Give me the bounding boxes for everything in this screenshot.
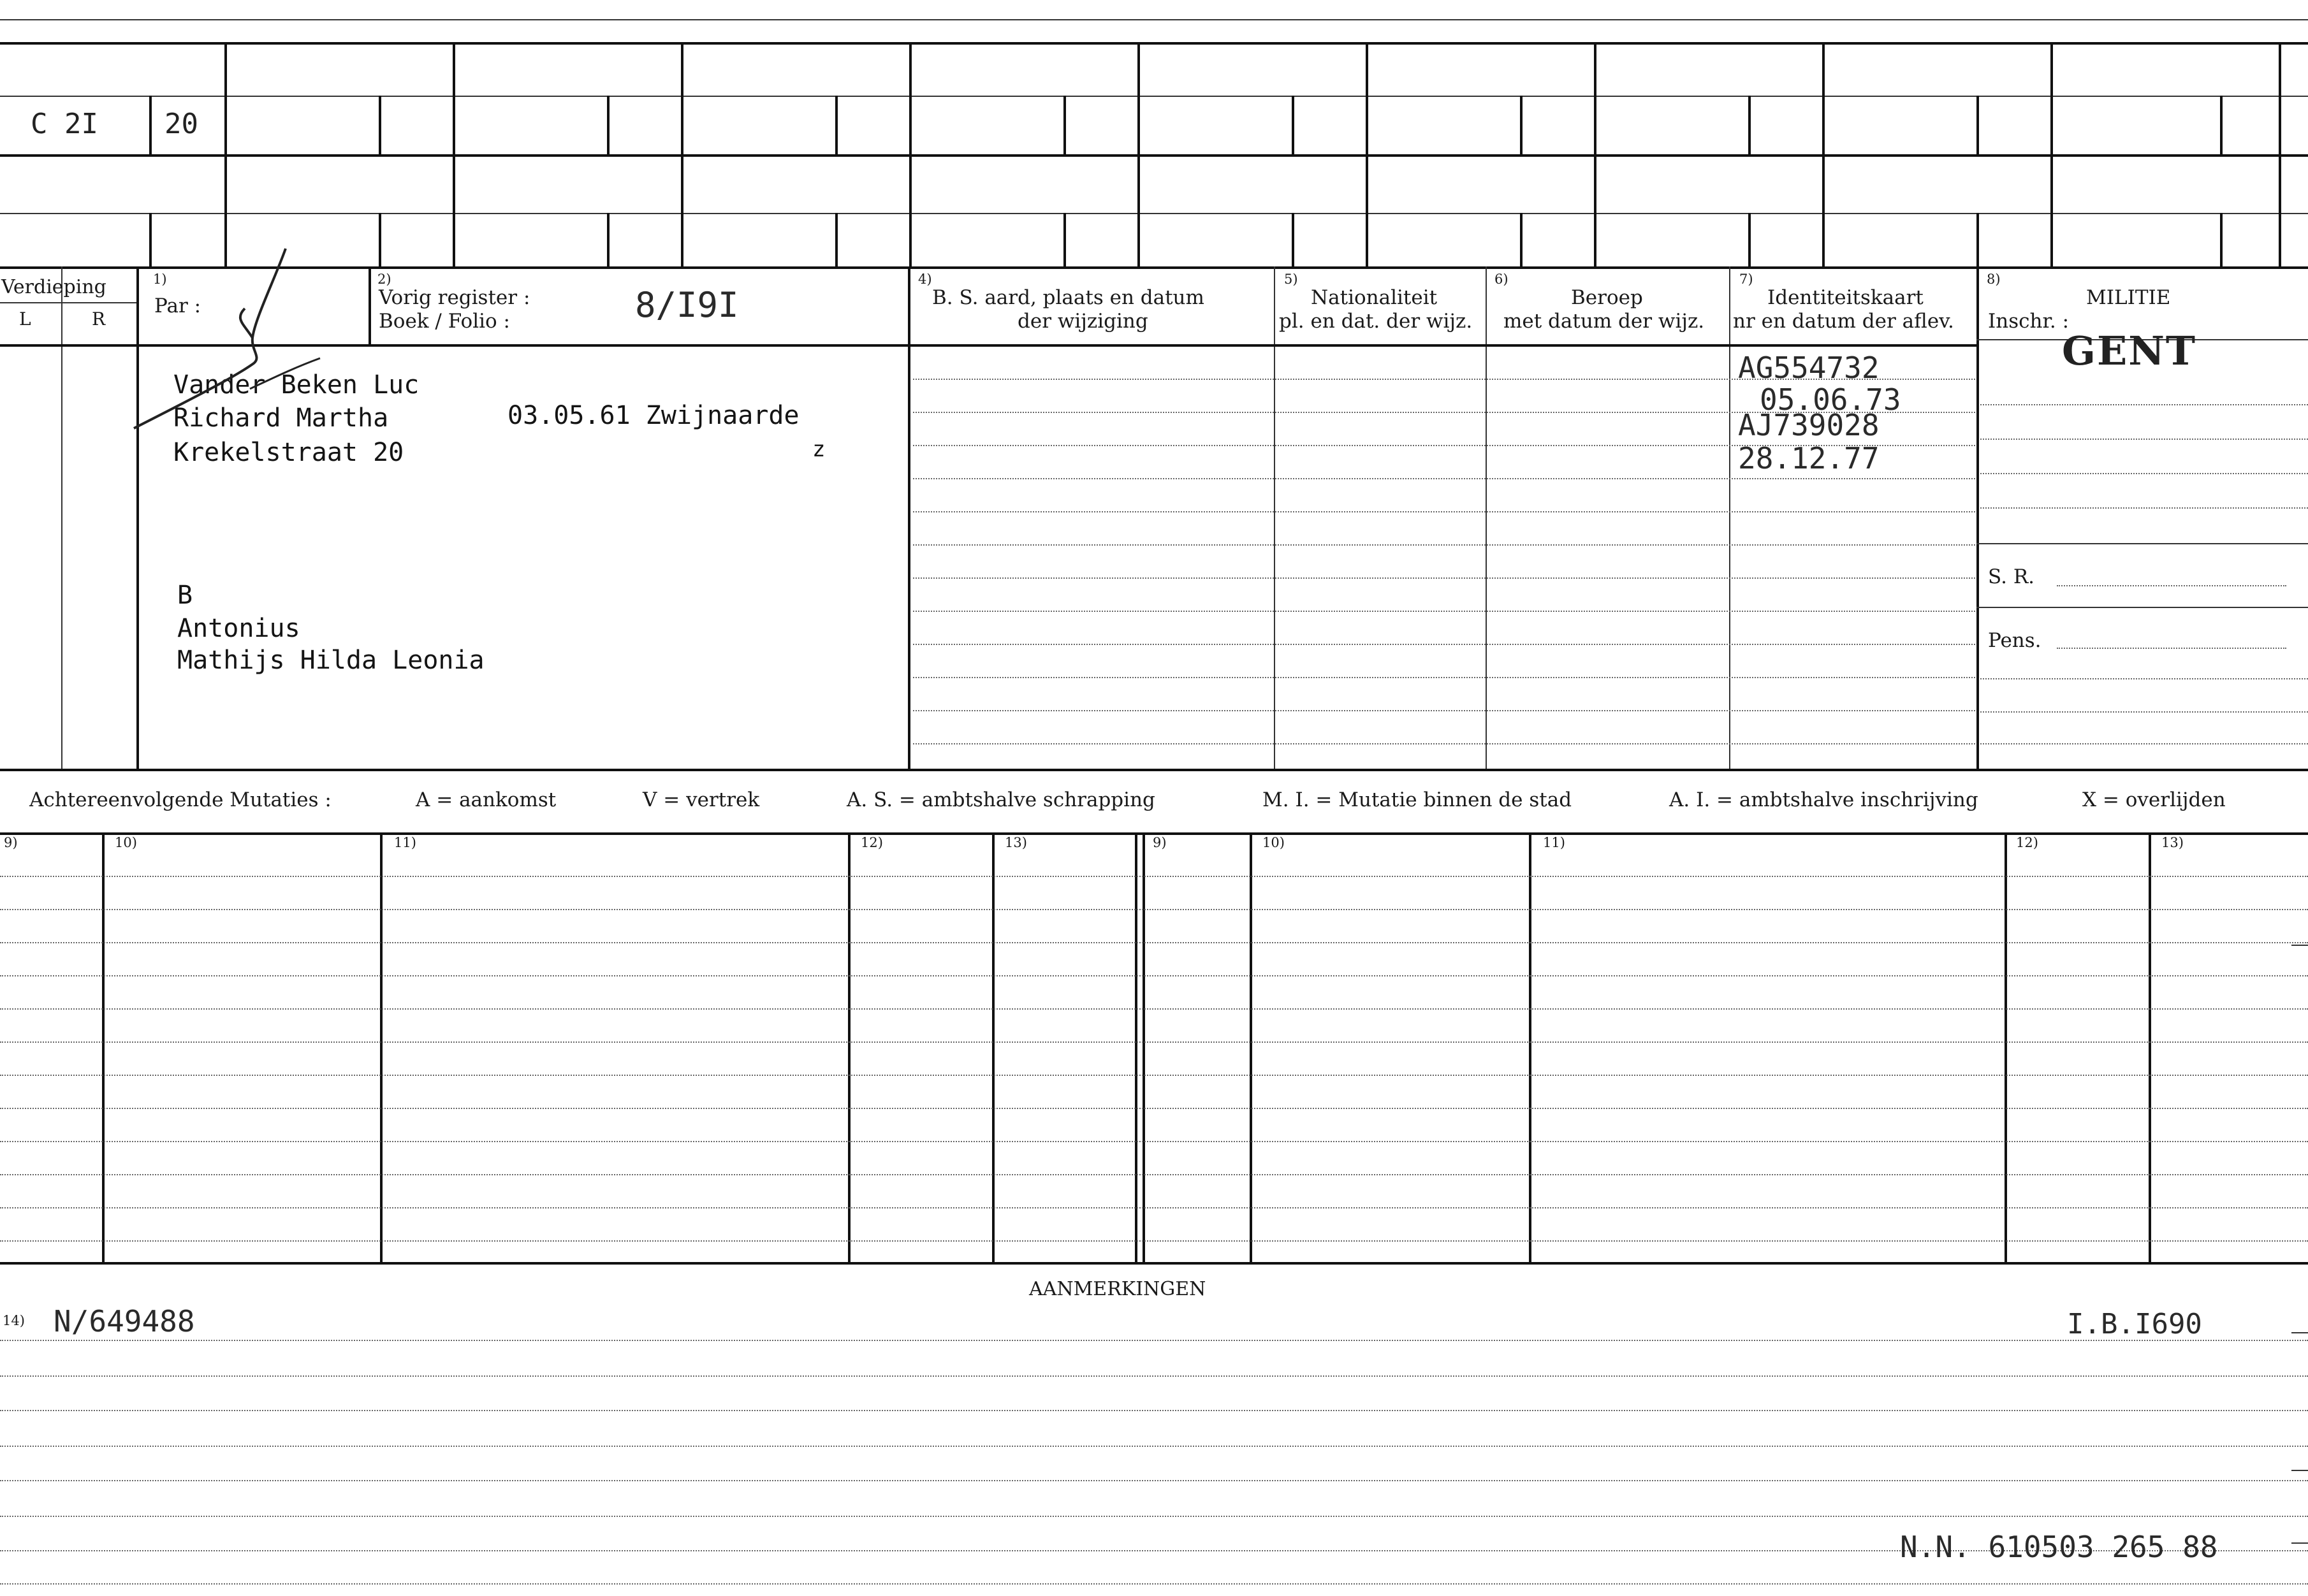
rule — [2220, 213, 2223, 266]
legend-mi: M. I. = Mutatie binnen de stad — [1262, 788, 1572, 811]
legend-x: X = overlijden — [2082, 788, 2226, 811]
rule — [848, 832, 851, 1263]
rule — [1976, 96, 1979, 154]
rule — [607, 213, 610, 266]
rule — [1063, 213, 1066, 266]
person-mother: Mathijs Hilda Leonia — [177, 646, 485, 675]
id-card-1-date: 05.06.73 — [1760, 382, 1901, 417]
edge-tick — [2291, 1542, 2308, 1544]
dotted-line — [1980, 711, 2308, 713]
col-num: 13) — [2161, 835, 2184, 850]
id-card-2-date: 28.12.77 — [1738, 441, 1880, 475]
rule — [2279, 42, 2281, 266]
person-address: Krekelstraat 20 — [173, 438, 404, 467]
floor-right-label: R — [92, 308, 106, 330]
identiteitskaart-sub: nr en datum der aflev. — [1733, 310, 1954, 333]
dotted-line — [1980, 439, 2308, 440]
par-label: Par : — [154, 294, 201, 317]
person-initial: B — [177, 581, 193, 610]
dotted-line — [913, 511, 1975, 512]
rule — [224, 42, 227, 266]
rule — [380, 832, 383, 1263]
rule — [1822, 42, 1825, 266]
col-num: 13) — [1005, 835, 1027, 850]
person-spouse: Richard Martha — [173, 403, 389, 433]
rule — [909, 42, 912, 266]
dotted-line — [913, 677, 1975, 678]
verdieping-label: Verdieping — [1, 276, 106, 298]
floor-left-label: L — [19, 308, 31, 330]
card-number: 20 — [164, 108, 198, 140]
col-num: 9) — [1153, 835, 1167, 850]
vorig-register-value: 8/I9I — [635, 285, 739, 325]
dotted-line — [0, 1583, 2308, 1585]
rule — [992, 832, 995, 1263]
rule — [0, 344, 1976, 347]
dotted-line — [0, 1480, 2308, 1481]
dotted-line — [1980, 743, 2308, 744]
rule — [0, 19, 2308, 20]
person-mark: z — [812, 437, 826, 462]
rule — [0, 96, 2308, 97]
rule — [835, 213, 838, 266]
dotted-line — [913, 710, 1975, 711]
rule — [2005, 832, 2007, 1263]
rule — [607, 96, 610, 154]
bs-header-line2: der wijziging — [1018, 310, 1148, 333]
rule — [379, 96, 381, 154]
boek-folio-label: Boek / Folio : — [379, 310, 510, 333]
col-num: 7) — [1739, 272, 1753, 287]
rule — [369, 266, 371, 345]
rule — [379, 213, 381, 266]
dotted-line — [913, 478, 1975, 479]
dotted-line — [0, 1174, 2308, 1175]
national-number: N.N. 610503 265 88 — [1900, 1530, 2218, 1564]
beroep-sub: met datum der wijz. — [1503, 310, 1705, 333]
col-num: 5) — [1284, 272, 1298, 287]
id-card-2: AJ739028 — [1738, 408, 1880, 442]
rule — [1748, 213, 1751, 266]
dotted-line — [0, 1141, 2308, 1142]
rule — [1520, 213, 1523, 266]
rule — [0, 42, 2308, 45]
rule — [2149, 832, 2151, 1263]
dotted-line — [913, 644, 1975, 645]
rule — [0, 213, 2308, 214]
dotted-line — [0, 1207, 2308, 1208]
col-num: 11) — [1543, 835, 1565, 850]
dotted-line — [0, 1446, 2308, 1447]
aanmerkingen-title: AANMERKINGEN — [1029, 1278, 1206, 1300]
rule — [1976, 266, 1979, 770]
rule — [2220, 96, 2223, 154]
rule — [1137, 42, 1140, 266]
rule — [1976, 213, 1979, 266]
rule — [2050, 42, 2053, 266]
remark-right: I.B.I690 — [2067, 1308, 2202, 1340]
remark-left: N/649488 — [54, 1304, 195, 1338]
dotted-line — [1980, 473, 2308, 474]
rule — [1366, 42, 1368, 266]
dotted-line — [0, 1041, 2308, 1043]
rule — [1063, 96, 1066, 154]
col-num: 10) — [115, 835, 137, 850]
dotted-line — [0, 1410, 2308, 1411]
rule — [1976, 607, 2308, 608]
col-num: 6) — [1494, 272, 1508, 287]
dotted-line — [0, 942, 2308, 943]
vorig-register-label: Vorig register : — [379, 286, 530, 309]
col-num: 2) — [377, 272, 391, 287]
col-num: 12) — [2016, 835, 2038, 850]
person-father: Antonius — [177, 614, 300, 643]
rule — [61, 266, 62, 770]
bs-header-line1: B. S. aard, plaats en datum — [932, 286, 1204, 309]
rule — [1520, 96, 1523, 154]
rule — [908, 266, 910, 770]
rule — [1748, 96, 1751, 154]
legend-a: A = aankomst — [416, 788, 557, 811]
rule — [0, 154, 2308, 157]
legend-v: V = vertrek — [643, 788, 760, 811]
pens-label: Pens. — [1988, 629, 2041, 652]
rule — [1976, 543, 2308, 544]
rule — [1729, 266, 1730, 770]
rule — [681, 42, 683, 266]
dotted-line — [1980, 678, 2308, 679]
person-birth: 03.05.61 Zwijnaarde — [508, 401, 800, 430]
dotted-line — [0, 1075, 2308, 1076]
id-card-1: AG554732 — [1738, 351, 1880, 385]
dotted-line — [0, 1108, 2308, 1109]
pens-line — [2057, 648, 2286, 649]
rule — [1529, 832, 1531, 1263]
rule — [1486, 266, 1487, 770]
dotted-line — [913, 743, 1975, 744]
rule — [1143, 832, 1145, 1263]
dotted-line — [0, 876, 2308, 877]
rule — [835, 96, 838, 154]
identiteitskaart-header: Identiteitskaart — [1767, 286, 1924, 309]
edge-tick — [2291, 1470, 2308, 1471]
dotted-line — [1980, 404, 2308, 405]
rule — [0, 266, 2308, 269]
col-num: 8) — [1987, 272, 2001, 287]
dotted-line — [1980, 507, 2308, 509]
col-num: 14) — [3, 1313, 25, 1328]
edge-tick — [2291, 945, 2308, 946]
rule — [0, 302, 136, 303]
rule — [1292, 96, 1294, 154]
militie-header: MILITIE — [2086, 286, 2171, 309]
card-code: C 2I — [31, 108, 98, 140]
dotted-line — [0, 975, 2308, 976]
rule — [0, 1262, 2308, 1265]
rule — [1292, 213, 1294, 266]
beroep-header: Beroep — [1571, 286, 1643, 309]
rule — [102, 832, 105, 1263]
rule — [1594, 42, 1596, 266]
mutaties-title: Achtereenvolgende Mutaties : — [29, 788, 332, 811]
legend-as: A. S. = ambtshalve schrapping — [847, 788, 1155, 811]
col-num: 10) — [1262, 835, 1285, 850]
dotted-line — [0, 1340, 2308, 1341]
dotted-line — [913, 611, 1975, 612]
edge-tick — [2291, 1332, 2308, 1333]
rule — [453, 42, 455, 266]
col-num: 4) — [918, 272, 932, 287]
dotted-line — [0, 1375, 2308, 1377]
rule — [1135, 832, 1137, 1263]
sr-line — [2057, 585, 2286, 586]
rule — [1250, 832, 1252, 1263]
rule — [149, 96, 152, 154]
dotted-line — [0, 1516, 2308, 1517]
strike-through-mark — [247, 356, 324, 394]
dotted-line — [913, 544, 1975, 546]
inschr-label: Inschr. : — [1988, 310, 2070, 333]
militie-stamp: GENT — [2062, 328, 2197, 374]
legend-ai: A. I. = ambtshalve inschrijving — [1669, 788, 1978, 811]
dotted-line — [913, 577, 1975, 579]
col-num: 12) — [861, 835, 883, 850]
pen-stroke-mark — [128, 242, 293, 446]
person-name: Vander Beken Luc — [173, 370, 420, 400]
rule — [1274, 266, 1275, 770]
rule — [0, 769, 2308, 771]
nationaliteit-header: Nationaliteit — [1311, 286, 1438, 309]
nationaliteit-sub: pl. en dat. der wijz. — [1279, 310, 1473, 333]
sr-label: S. R. — [1988, 565, 2035, 588]
col-num: 11) — [394, 835, 416, 850]
dotted-line — [0, 1240, 2308, 1242]
dotted-line — [0, 1008, 2308, 1010]
col-num: 9) — [4, 835, 18, 850]
dotted-line — [0, 909, 2308, 910]
col-num: 1) — [153, 272, 167, 287]
